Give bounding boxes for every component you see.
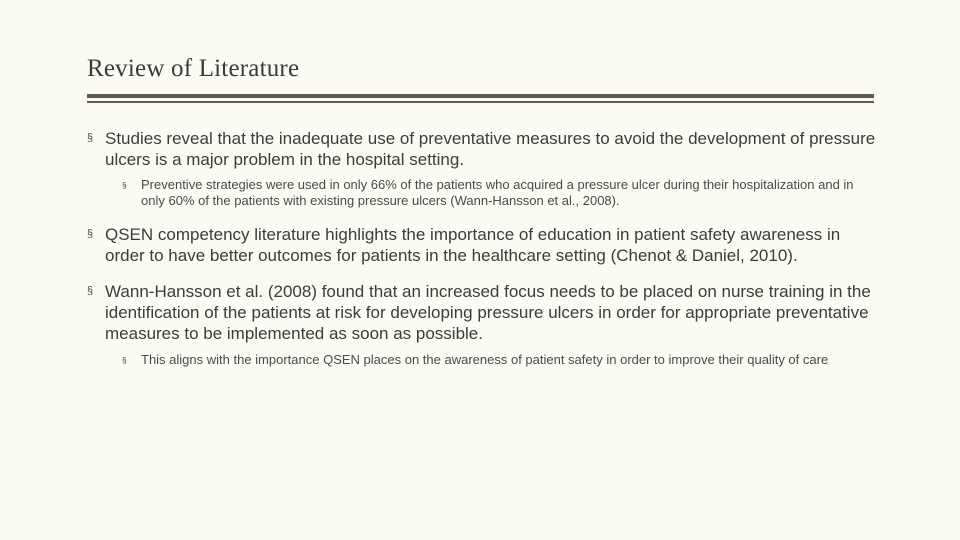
title-rule-thin	[87, 101, 874, 103]
bullet-icon: §	[87, 285, 94, 297]
bullet-text: Studies reveal that the inadequate use of preventative measures to avoid the development of pressure ulcers is a major problem in the hospital setting.	[105, 129, 876, 169]
slide-title: Review of Literature	[87, 55, 300, 82]
bullet-text: QSEN competency literature highlights the importance of education in patient safety awareness in order to have better outcomes for patients in the healthcare setting (Chenot & Daniel, 2010).	[105, 225, 841, 265]
sub-bullet-text: Preventive strategies were used in only 66% of the patients who acquired a pressure ulcer during their hospitalization and in only 60% of the patients with existing pressure ulcers (Wann-Hansson et al., 2008).	[141, 177, 854, 208]
bullet-item-2	[87, 224, 877, 266]
bullet-item-3	[87, 281, 877, 344]
bullet-item-1	[87, 128, 877, 170]
sub-bullet-item-2	[87, 352, 877, 368]
sub-bullet-text: This aligns with the importance QSEN places on the awareness of patient safety in order to improve their quality of care	[141, 352, 829, 367]
bullet-icon: §	[87, 132, 94, 144]
bullet-list	[87, 128, 877, 368]
bullet-icon: §	[87, 228, 94, 240]
title-rule-thick	[87, 94, 874, 98]
sub-bullet-icon: §	[122, 355, 127, 365]
sub-bullet-item-1	[87, 177, 877, 209]
sub-bullet-icon: §	[122, 180, 127, 190]
bullet-text: Wann-Hansson et al. (2008) found that an increased focus needs to be placed on nurse training in the identification of the patients at risk for developing pressure ulcers in order for appropriate preventative measures to be implemented as soon as possible.	[105, 282, 871, 343]
